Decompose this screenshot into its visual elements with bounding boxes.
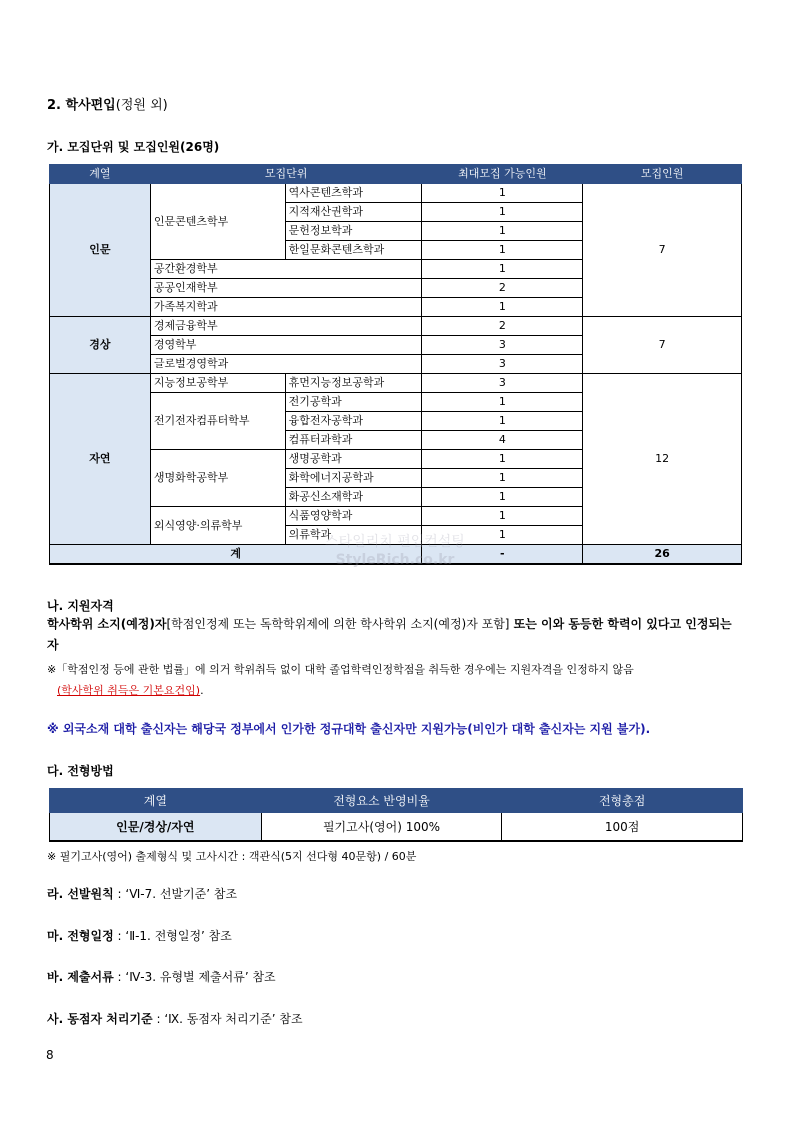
max-cell: 1 — [422, 450, 583, 469]
division-cell: 공간환경학부 — [150, 260, 422, 279]
section-title-main: 2. 학사편입 — [47, 98, 116, 113]
max-cell: 1 — [422, 203, 583, 222]
dept-cell: 화학에너지공학과 — [285, 469, 422, 488]
ref-text: : ‘Ⅸ. 동점자 처리기준’ 참조 — [152, 1012, 303, 1026]
header-unit: 모집단위 — [150, 165, 422, 184]
ref-text: : ‘Ⅵ-7. 선발기준’ 참조 — [113, 887, 238, 901]
header-max: 최대모집 가능인원 — [422, 165, 583, 184]
eligibility-note — [47, 659, 751, 701]
dept-cell: 역사콘텐츠학과 — [285, 184, 422, 203]
ref-schedule — [47, 926, 232, 947]
max-cell: 1 — [422, 393, 583, 412]
max-cell: 1 — [422, 260, 583, 279]
eligibility-normal: [학점인정제 또는 독학학위제에 의한 학사학위 소지(예정)자 포함] — [166, 617, 510, 631]
max-cell: 1 — [422, 298, 583, 317]
group-total: 7 — [583, 317, 742, 374]
foreign-note: ※ 외국소재 대학 출신자는 해당국 정부에서 인가한 정규대학 출신자만 지원가능(비인가 대학 출신자는 지원 불가). — [47, 722, 651, 736]
group-total: 7 — [583, 184, 742, 317]
group-humanities: 인문 — [50, 184, 151, 317]
max-cell: 1 — [422, 184, 583, 203]
eligibility-bold2: 또는 이와 동등한 학력이 있다고 인정되는 자 — [47, 617, 732, 652]
method-header-field: 계열 — [50, 789, 262, 813]
max-cell: 1 — [422, 222, 583, 241]
max-cell: 2 — [422, 279, 583, 298]
table-row — [50, 374, 742, 393]
dept-cell: 휴먼지능정보공학과 — [285, 374, 422, 393]
section-title — [47, 94, 168, 113]
division-cell: 가족복지학과 — [150, 298, 422, 317]
subsection-ga-title: 가. 모집단위 및 모집인원(26명) — [47, 140, 220, 154]
ref-label: 바. 제출서류 — [47, 970, 114, 984]
section-title-suffix: (정원 외) — [115, 98, 168, 113]
header-field: 계열 — [50, 165, 151, 184]
header-count: 모집인원 — [583, 165, 742, 184]
method-table-row — [50, 813, 743, 842]
ref-documents — [47, 967, 276, 988]
max-cell: 1 — [422, 507, 583, 526]
total-max: - — [422, 545, 583, 565]
total-label: 계 — [50, 545, 422, 565]
ref-label: 라. 선발원칙 — [47, 887, 114, 901]
group-business: 경상 — [50, 317, 151, 374]
method-header-total: 전형총점 — [502, 789, 743, 813]
quota-table-header — [50, 165, 742, 184]
eligibility-bold1: 학사학위 소지(예정)자 — [47, 617, 167, 631]
ref-selection — [47, 884, 237, 905]
max-cell: 1 — [422, 488, 583, 507]
method-ratio-cell: 필기고사(영어) 100% — [261, 813, 502, 842]
page-number: 8 — [46, 1048, 54, 1062]
max-cell: 3 — [422, 374, 583, 393]
watermark-line2: StyleRich.co.kr — [335, 552, 455, 568]
max-cell: 1 — [422, 241, 583, 260]
division-cell: 생명화학공학부 — [150, 450, 285, 507]
subsection-na-title: 나. 지원자격 — [47, 599, 114, 613]
method-table — [49, 788, 743, 842]
max-cell: 1 — [422, 526, 583, 545]
dept-cell: 지적재산권학과 — [285, 203, 422, 222]
group-science: 자연 — [50, 374, 151, 545]
subsection-da-title: 다. 전형방법 — [47, 764, 114, 778]
division-cell: 공공인재학부 — [150, 279, 422, 298]
division-cell: 전기전자컴퓨터학부 — [150, 393, 285, 450]
dept-cell: 전기공학과 — [285, 393, 422, 412]
dept-cell: 화공신소재학과 — [285, 488, 422, 507]
ref-tiebreak — [47, 1009, 303, 1030]
dept-cell: 생명공학과 — [285, 450, 422, 469]
eligibility-note-end: . — [200, 684, 204, 697]
max-cell: 4 — [422, 431, 583, 450]
dept-cell: 융합전자공학과 — [285, 412, 422, 431]
max-cell: 1 — [422, 469, 583, 488]
division-cell: 인문콘텐츠학부 — [150, 184, 285, 260]
dept-cell: 문헌정보학과 — [285, 222, 422, 241]
total-count: 26 — [583, 545, 742, 565]
ref-label: 마. 전형일정 — [47, 929, 114, 943]
dept-cell: 컴퓨터과학과 — [285, 431, 422, 450]
max-cell: 3 — [422, 355, 583, 374]
max-cell: 2 — [422, 317, 583, 336]
dept-cell: 식품영양학과 — [285, 507, 422, 526]
division-cell: 외식영양·의류학부 — [150, 507, 285, 545]
watermark-line1: 스타일리치 편입컨설팅 — [325, 534, 465, 550]
method-field-cell: 인문/경상/자연 — [50, 813, 262, 842]
dept-cell: 한일문화콘텐츠학과 — [285, 241, 422, 260]
eligibility-note-red: (학사학위 취득은 기본요건임) — [57, 684, 201, 697]
eligibility-paragraph — [47, 614, 747, 656]
method-table-header — [50, 789, 743, 813]
ref-text: : ‘Ⅱ-1. 전형일정’ 참조 — [113, 929, 232, 943]
total-row — [50, 545, 742, 565]
ref-text: : ‘Ⅳ-3. 유형별 제출서류’ 참조 — [113, 970, 276, 984]
table-row — [50, 317, 742, 336]
max-cell: 1 — [422, 412, 583, 431]
method-note: ※ 필기고사(영어) 출제형식 및 고사시간 : 객관식(5지 선다형 40문항) / 60분 — [47, 850, 417, 863]
ref-label: 사. 동점자 처리기준 — [47, 1012, 153, 1026]
quota-table — [49, 164, 742, 565]
division-cell: 경제금융학부 — [150, 317, 422, 336]
eligibility-note-text: ※「학점인정 등에 관한 법률」에 의거 학위취득 없이 대학 졸업학력인정학점을 취득한 경우에는 지원자격을 인정하지 않음 — [47, 663, 634, 676]
division-cell: 지능정보공학부 — [150, 374, 285, 393]
method-total-cell: 100점 — [502, 813, 743, 842]
division-cell: 경영학부 — [150, 336, 422, 355]
max-cell: 3 — [422, 336, 583, 355]
dept-cell: 의류학과 — [285, 526, 422, 545]
method-header-ratio: 전형요소 반영비율 — [261, 789, 502, 813]
table-row — [50, 184, 742, 203]
division-cell: 글로벌경영학과 — [150, 355, 422, 374]
group-total: 12 — [583, 374, 742, 545]
